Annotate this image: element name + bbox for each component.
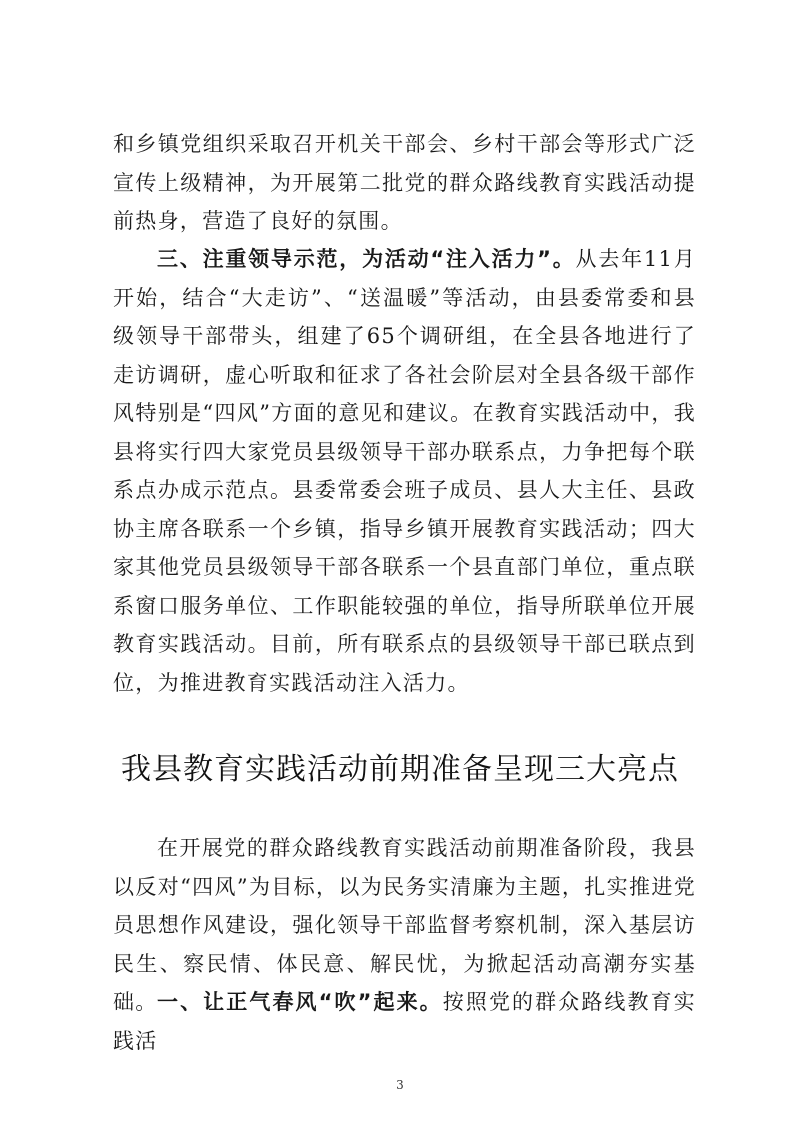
point-three-body: 从去年11月开始，结合“大走访”、“送温暖”等活动，由县委常委和县级领导干部带头，组建了65个调研组，在全县各地进行了走访调研，虚心听取和征求了各社会阶层对全县各级干部作风特别是“四风”方面的意见和建议。在教育实践活动中，我县将实行四大家党员县级领导干部办联系点，力争把每个联系点办成示范点。县委常委会班子成员、县人大主任、县政协主席各联系一个乡镇，指导乡镇开展教育实践活动；四大家其他党员县级领导干部各联系一个县直部门单位，重点联系窗口服务单位、工作职能较强的单位，指导所联单位开展教育实践活动。目前，所有联系点的县级领导干部已联点到位，为推进教育实践活动注入活力。: [113, 247, 696, 695]
point-one-body: 按照党的群众路线教育实践活: [113, 990, 696, 1053]
article-intro-paragraph: 在开展党的群众路线教育实践活动前期准备阶段，我县以反对“四风”为目标，以为民务实清廉为主题，扎实推进党员思想作风建设，强化领导干部监督考察机制，深入基层访民生、察民情、体民意、解民忧，为掀起活动高潮夯实基础。: [113, 836, 696, 1014]
page-number: 3: [396, 1078, 404, 1092]
point-one-heading: 一、让正气春风“吹”起来。: [157, 990, 443, 1014]
article-title: 我县教育实践活动前期准备呈现三大亮点: [121, 752, 679, 787]
point-one-paragraph: [113, 983, 696, 1060]
continuation-paragraph: 和乡镇党组织采取召开机关干部会、乡村干部会等形式广泛宣传上级精神，为开展第二批党的群众路线教育实践活动提前热身，营造了良好的氛围。: [113, 132, 696, 233]
point-three-paragraph: [113, 240, 696, 702]
point-three-heading: 三、注重领导示范，为活动“注入活力”。: [157, 247, 576, 271]
